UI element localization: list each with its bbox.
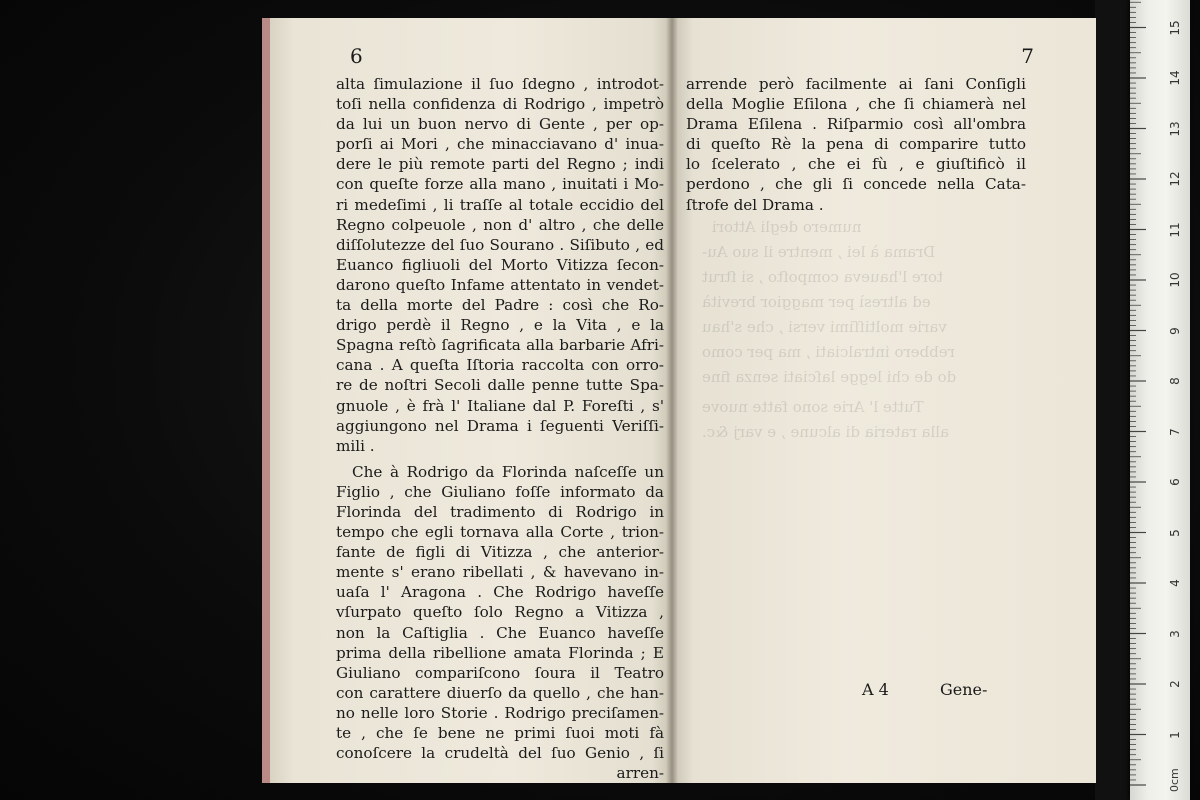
text-line: aggiungono nel Drama i ſeguenti Veriſſi- bbox=[336, 416, 664, 435]
text-line: vſurpato queſto ſolo Regno a Vitizza , bbox=[336, 603, 664, 622]
text-line: mili . bbox=[336, 436, 375, 455]
background-cloth bbox=[1095, 0, 1130, 800]
ruler-number: 2 bbox=[1168, 680, 1182, 688]
text-line: non la Caſtiglia . Che Euanco haveſſe bbox=[336, 623, 664, 642]
text-line: Regno colpeuole , non d' altro , che delle bbox=[336, 215, 664, 234]
text-line: re de noſtri Secoli dalle penne tutte Spa- bbox=[336, 376, 664, 395]
text-line: te , che ſe bene ne primi ſuoi moti fà bbox=[336, 724, 664, 742]
right-page-text bbox=[686, 74, 1026, 215]
text-line: diſſolutezze del ſuo Sourano . Siſibuto , ed bbox=[336, 235, 664, 254]
book-gutter bbox=[666, 18, 678, 783]
ruler-number: 9 bbox=[1168, 326, 1182, 335]
text-line: da lui un buon nervo di Gente , per op- bbox=[336, 115, 664, 134]
text-line: prima della ribellione amata Florinda ; E bbox=[336, 643, 664, 662]
right-page bbox=[672, 18, 1096, 783]
signature-mark: A 4 bbox=[862, 680, 889, 699]
open-booklet bbox=[262, 18, 1096, 783]
catchword-right: Gene- bbox=[940, 680, 988, 699]
text-line: conoſcere la crudeltà del ſuo Genio , ſi bbox=[336, 744, 664, 763]
ruler-number: 6 bbox=[1168, 478, 1182, 486]
show-through-text: numero degli Attori Drama à lei , mentre il suo Au- tore l'haueva compoſto , si ſtrut ed altresì per maggior brevità varie moltiſſimi versi , che s'hau rebbero intralciati , ma per como do de chi legge laſciati senza fine Tutte l' Arie sono fatte nuove alla rateria di alcune , e varj &c. bbox=[702, 218, 957, 441]
ruler-number: 7 bbox=[1168, 427, 1182, 436]
ruler-number: 8 bbox=[1168, 377, 1182, 385]
text-line: uaſa l' Aragona . Che Rodrigo haveſſe bbox=[336, 583, 664, 602]
ruler-unit-label: 0cm bbox=[1168, 768, 1181, 792]
ruler-number: 11 bbox=[1168, 221, 1182, 238]
text-line: gnuole , è frà l' Italiane dal P. Foreſti , s' bbox=[336, 396, 664, 415]
text-line: mente s' erano ribellati , & havevano in- bbox=[336, 563, 664, 582]
text-line: dere le più remote parti del Regno ; indi bbox=[336, 155, 664, 174]
text-line: no nelle loro Storie . Rodrigo preciſamen- bbox=[336, 703, 664, 722]
page-number-left: 6 bbox=[350, 44, 363, 68]
ruler-number: 3 bbox=[1168, 629, 1182, 638]
text-line: ta della morte del Padre : così che Ro- bbox=[336, 296, 664, 315]
text-line: ſtrofe del Drama . bbox=[686, 195, 824, 214]
text-line: con carattere diuerſo da quello , che han- bbox=[336, 683, 664, 702]
text-line: porſi ai Mori , che minacciavano d' inua- bbox=[336, 135, 664, 154]
text-line: della Moglie Eſilona , che ſi chiamerà nel bbox=[686, 95, 1026, 114]
text-line: cana . A queſta Iſtoria raccolta con orro- bbox=[336, 356, 664, 375]
text-line: perdono , che gli ſi concede nella Cata- bbox=[686, 175, 1026, 194]
ruler-number: 5 bbox=[1168, 528, 1182, 537]
text-line: Euanco figliuoli del Morto Vitizza ſecon- bbox=[336, 255, 664, 274]
text-line: drigo perdè il Regno , e la Vita , e la bbox=[336, 316, 664, 335]
text-line: alta ſimulazione il ſuo ſdegno , introdot- bbox=[336, 75, 664, 93]
left-page bbox=[262, 18, 672, 783]
ruler-number: 1 bbox=[1168, 730, 1182, 739]
ruler-number: 13 bbox=[1168, 120, 1182, 137]
ruler-number: 15 bbox=[1168, 19, 1182, 36]
ruler-number: 10 bbox=[1168, 272, 1182, 288]
text-line: ri medeſimi , li traſſe al totale eccidio del bbox=[336, 195, 664, 214]
text-line: di queſto Rè la pena di comparire tutto bbox=[686, 135, 1026, 154]
text-line: Florinda del tradimento di Rodrigo in bbox=[336, 502, 664, 521]
text-line: tempo che egli tornava alla Corte , trion- bbox=[336, 523, 664, 542]
ruler-number: 4 bbox=[1168, 579, 1182, 587]
text-line: arrende però facilmente ai ſani Conſigli bbox=[686, 75, 1026, 93]
text-line: darono queſto Infame attentato in vendet- bbox=[336, 275, 664, 294]
text-line: lo ſcelerato , che ei fù , e giuſtificò il bbox=[686, 155, 1026, 174]
page-number-right: 7 bbox=[1021, 44, 1034, 68]
text-line: Che à Rodrigo da Florinda naſceſſe un bbox=[352, 462, 664, 481]
left-page-text bbox=[336, 74, 664, 783]
text-line: toſi nella confidenza di Rodrigo , impetrò bbox=[336, 95, 664, 114]
text-line: Spagna reſtò ſagrificata alla barbarie Afri- bbox=[336, 336, 664, 355]
measuring-ruler bbox=[1130, 0, 1190, 800]
ruler-number: 12 bbox=[1168, 171, 1182, 187]
catchword-left: arren- bbox=[616, 764, 664, 783]
text-line: Figlio , che Giuliano foſſe informato da bbox=[336, 482, 664, 501]
text-line: con queſte forze alla mano , inuitati i Mo- bbox=[336, 175, 664, 194]
text-line: Giuliano compariſcono ſoura il Teatro bbox=[336, 663, 664, 682]
ruler-number: 14 bbox=[1168, 70, 1182, 86]
text-line: fante de figli di Vitizza , che anterior- bbox=[336, 543, 664, 562]
text-line: Drama Eſilena . Riſparmio così all'ombra bbox=[686, 115, 1026, 134]
